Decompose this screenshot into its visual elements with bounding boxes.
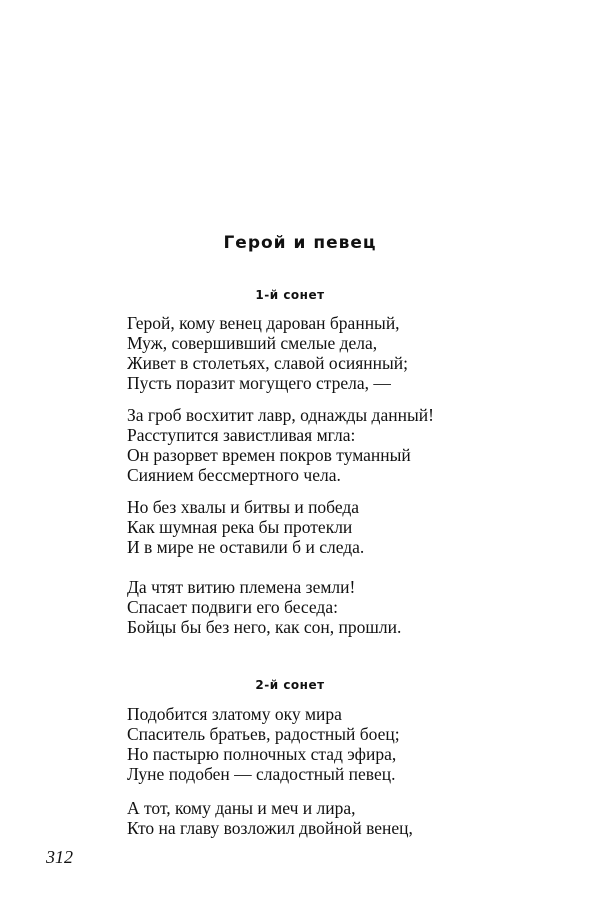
verse-line: Подобится златому оку мира: [127, 704, 342, 724]
verse-line: Луне подобен — сладостный певец.: [127, 764, 396, 784]
sonnet-1-stanza-1: [127, 313, 577, 393]
sonnet-2-title: 2-й сонет: [255, 678, 325, 692]
verse-line: За гроб восхитит лавр, однажды данный!: [127, 405, 434, 425]
verse-line: Сиянием бессмертного чела.: [127, 465, 341, 485]
verse-line: Пусть поразит могущего стрела, —: [127, 373, 391, 393]
sonnet-1-stanza-3: [127, 497, 577, 557]
verse-line: Как шумная река бы протекли: [127, 517, 353, 537]
verse-line: Расступится завистливая мгла:: [127, 425, 356, 445]
verse-line: Живет в столетьях, славой осиянный;: [127, 353, 408, 373]
poem-title: Герой и певец: [223, 233, 377, 253]
verse-line: Спасает подвиги его беседа:: [127, 597, 338, 617]
verse-line: Он разорвет времен покров туманный: [127, 445, 411, 465]
verse-line: Бойцы бы без него, как сон, прошли.: [127, 617, 402, 637]
page-number: 312: [46, 847, 73, 867]
verse-line: Кто на главу возложил двойной венец,: [127, 818, 413, 838]
verse-line: Спаситель братьев, радостный боец;: [127, 724, 400, 744]
verse-line: Но пастырю полночных стад эфира,: [127, 744, 397, 764]
sonnet-1-stanza-4: [127, 577, 577, 637]
verse-line: Да чтят витию племена земли!: [127, 577, 356, 597]
sonnet-1-stanza-2: [127, 405, 577, 485]
sonnet-2-stanza-1: [127, 704, 577, 784]
sonnet-2-stanza-2: [127, 798, 577, 838]
sonnet-1-title: 1-й сонет: [255, 288, 325, 302]
verse-line: А тот, кому даны и меч и лира,: [127, 798, 356, 818]
verse-line: Муж, совершивший смелые дела,: [127, 333, 378, 353]
verse-line: Но без хвалы и битвы и победа: [127, 497, 360, 517]
verse-line: И в мире не оставили б и следа.: [127, 537, 365, 557]
verse-line: Герой, кому венец дарован бранный,: [127, 313, 400, 333]
